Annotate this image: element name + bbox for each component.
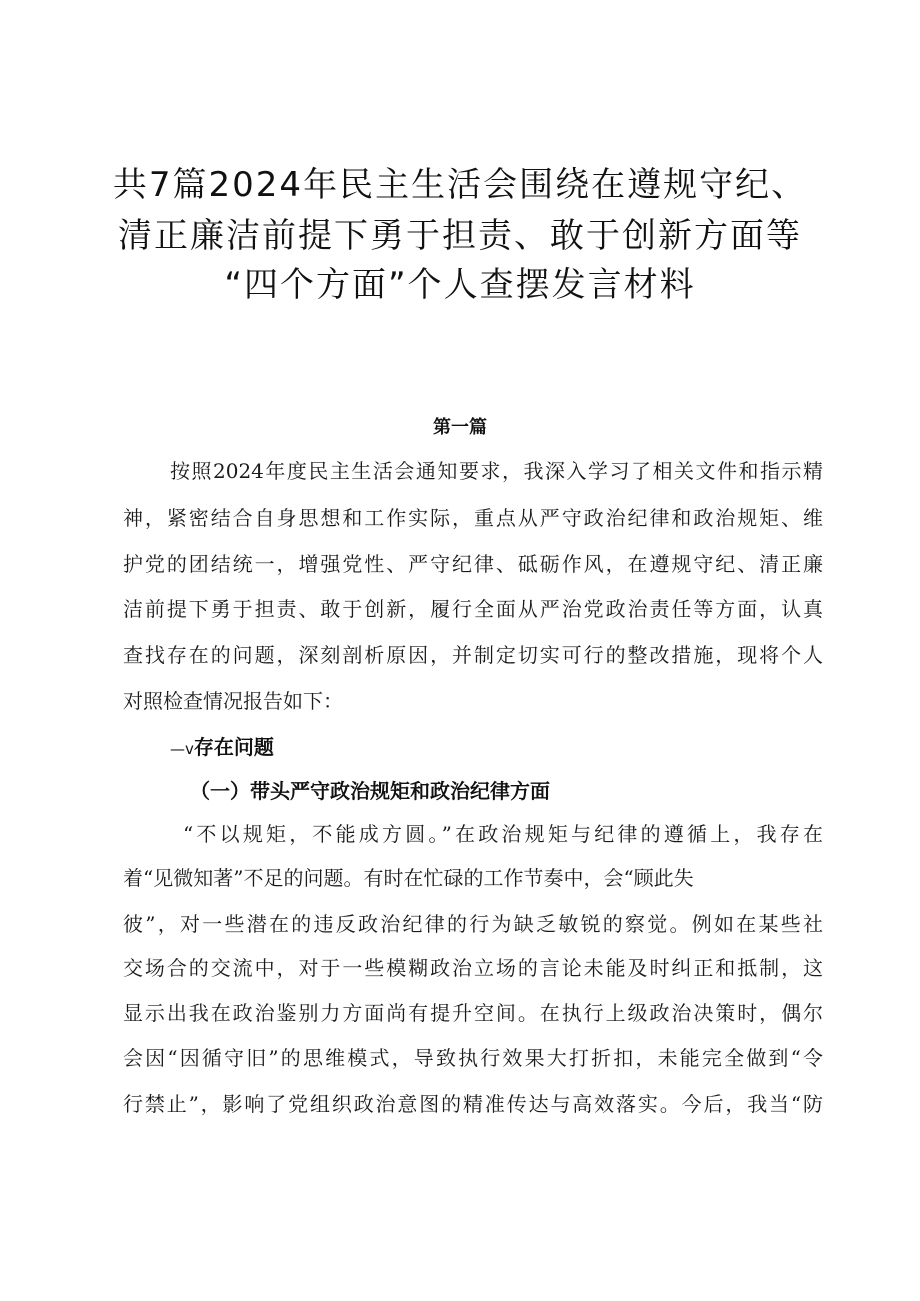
intro-line-1: 按照2024年度民主生活会通知要求，我深入学习了相关文件和指示精 [170, 459, 823, 483]
body-line-6: 会因“因循守旧”的思维模式，导致执行效果大打折扣，未能完全做到“令 [123, 1046, 823, 1070]
subheading-political-rules: （一）带头严守政治规矩和政治纪律方面 [190, 779, 550, 803]
intro-line-6: 对照检查情况报告如下： [123, 689, 343, 713]
heading-text: 存在问题 [193, 735, 274, 759]
intro-line-5: 查找存在的问题，深刻剖析原因，并制定切实可行的整改措施，现将个人 [123, 643, 823, 667]
document-title-line-3: “四个方面”个人查摆发言材料 [224, 265, 696, 305]
body-line-3: 彼”，对一些潜在的违反政治纪律的行为缺乏敏锐的察觉。例如在某些社 [123, 912, 823, 936]
intro-line-2: 神，紧密结合自身思想和工作实际，重点从严守政治纪律和政治规矩、维 [123, 506, 823, 530]
body-line-4: 交场合的交流中，对于一些模糊政治立场的言论未能及时纠正和抵制，这 [123, 956, 823, 980]
intro-line-4: 洁前提下勇于担责、敢于创新，履行全面从严治党政治责任等方面，认真 [123, 597, 823, 621]
heading-prefix: —v [170, 740, 194, 758]
body-line-2: 着“见微知著”不足的问题。有时在忙碌的工作节奏中，会“顾此失 [123, 866, 694, 890]
body-line-1: “不以规矩，不能成方圆。”在政治规矩与纪律的遵循上，我存在 [183, 822, 823, 846]
document-title-line-1: 共7篇2024年民主生活会围绕在遵规守纪、 [112, 165, 808, 205]
body-line-5: 显示出我在政治鉴别力方面尚有提升空间。在执行上级政治决策时，偶尔 [123, 1001, 823, 1025]
body-line-7: 行禁止”，影响了党组织政治意图的精准传达与高效落实。今后，我当“防 [123, 1092, 823, 1116]
intro-line-3: 护党的团结统一，增强党性、严守纪律、砥砺作风，在遵规守纪、清正廉 [123, 552, 823, 576]
document-title-line-2: 清正廉洁前提下勇于担责、敢于创新方面等 [118, 216, 802, 256]
heading-existing-problems [170, 731, 274, 760]
section-title: 第一篇 [433, 417, 487, 438]
